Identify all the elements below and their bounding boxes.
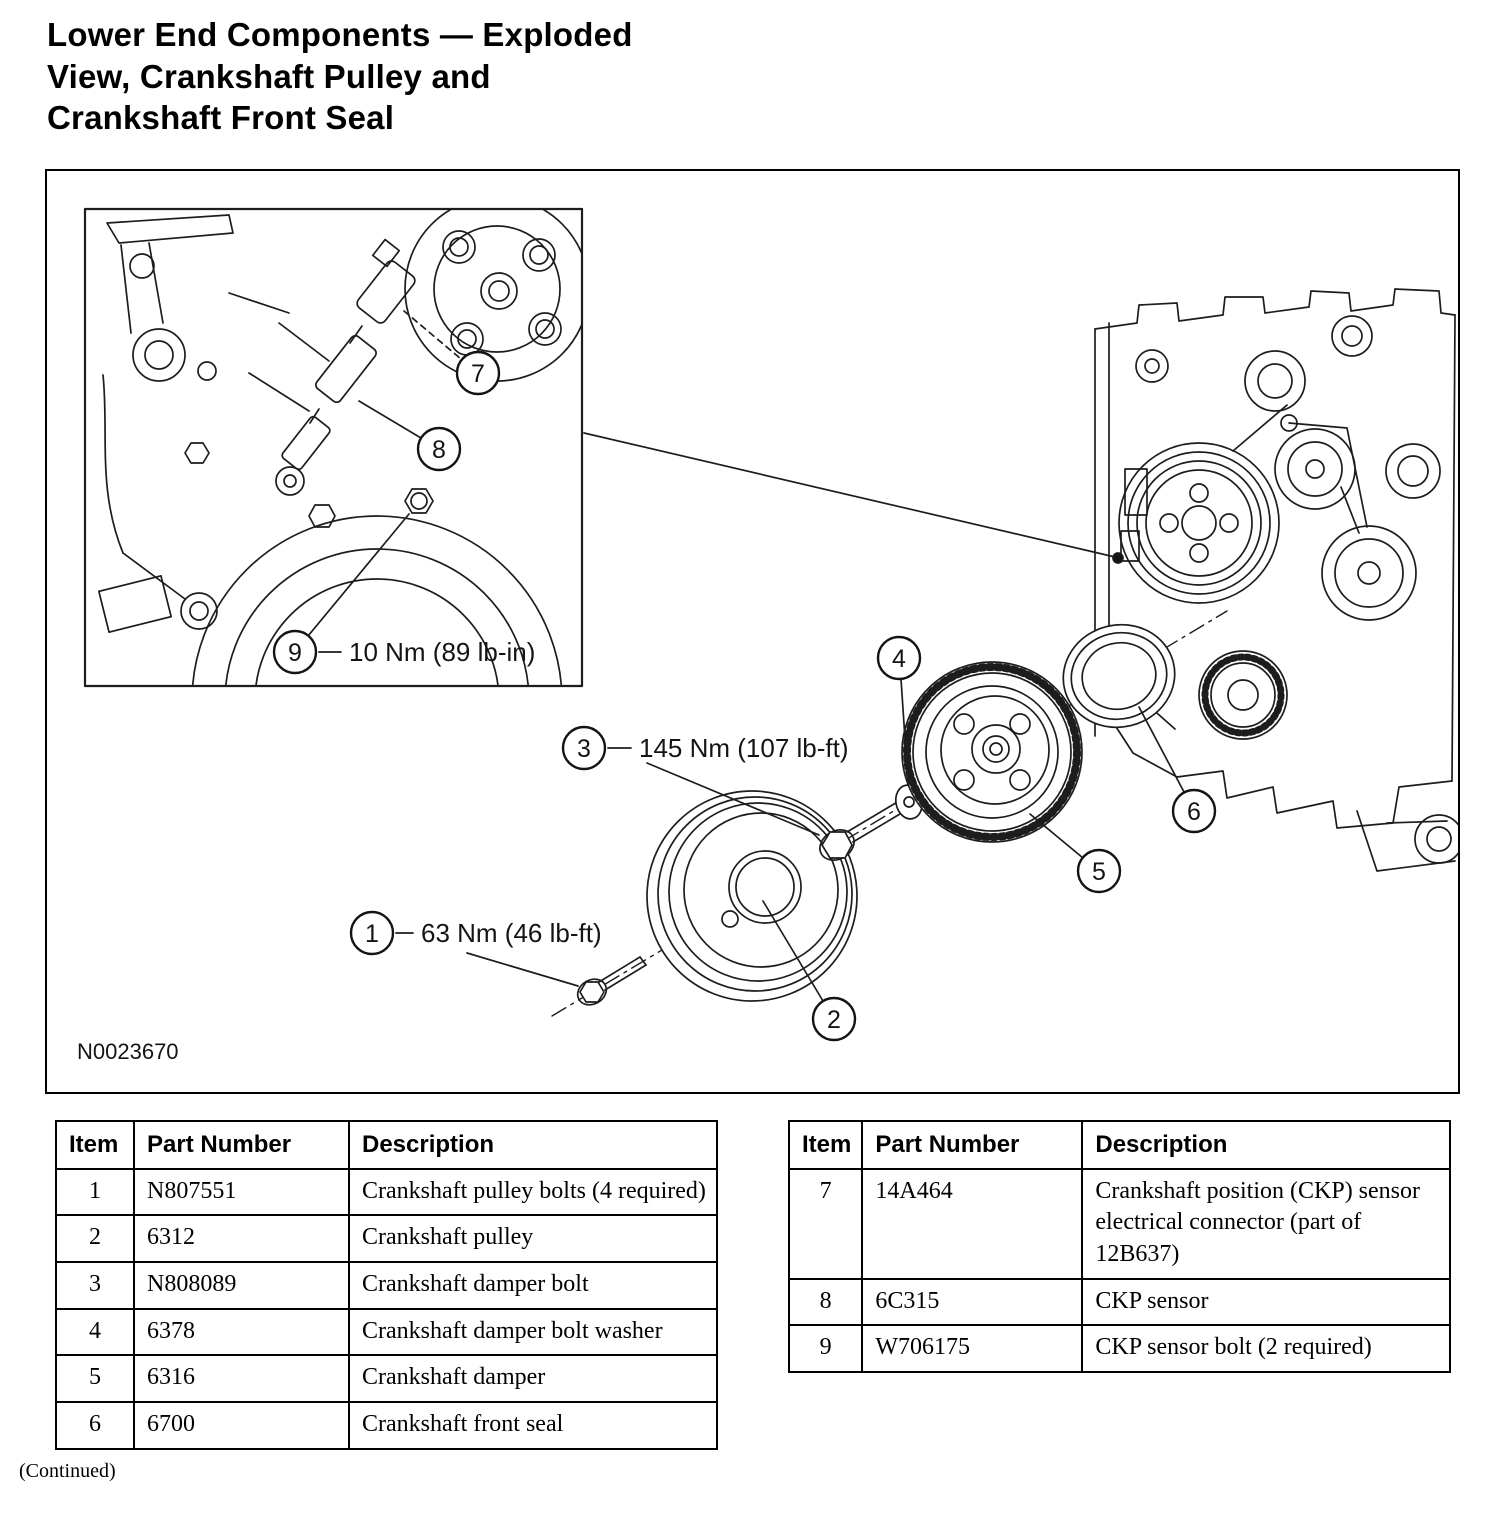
parts-table-right [788, 1120, 1451, 1373]
description-cell: CKP sensor bolt (2 required) [1082, 1325, 1450, 1372]
table-row [56, 1402, 717, 1449]
table-row [789, 1325, 1450, 1372]
parts-tables [55, 1120, 1460, 1450]
part-number-cell: N807551 [134, 1169, 349, 1216]
title-line-2: View, Crankshaft Pulley and [47, 57, 491, 95]
callout-5 [1078, 850, 1120, 892]
callout-3 [563, 727, 605, 769]
part-number-cell: 6378 [134, 1309, 349, 1356]
item-cell: 4 [56, 1309, 134, 1356]
part-number-header: Part Number [134, 1121, 349, 1169]
ckp-sensor [276, 239, 417, 494]
description-cell: Crankshaft front seal [349, 1402, 717, 1449]
torque-label-damper-bolt: 145 Nm (107 lb-ft) [639, 732, 849, 763]
callout-9-number: 9 [288, 638, 302, 667]
title-line-1: Lower End Components — Exploded [47, 16, 633, 53]
description-header: Description [1082, 1121, 1450, 1169]
parts-table-left [55, 1120, 718, 1450]
table-header-row [789, 1121, 1450, 1169]
leader-line-7 [404, 311, 461, 359]
seal-housing [1199, 651, 1287, 739]
callout-1-number: 1 [365, 919, 379, 948]
leader-line-8 [359, 401, 421, 438]
item-header: Item [789, 1121, 862, 1169]
torque-label-pulley-bolt: 63 Nm (46 lb-ft) [421, 917, 602, 948]
inset-view [85, 197, 589, 886]
part-number-cell: W706175 [862, 1325, 1082, 1372]
description-cell: Crankshaft damper [349, 1355, 717, 1402]
item-cell: 2 [56, 1215, 134, 1262]
crankshaft-pulley [647, 791, 857, 1001]
item-cell: 3 [56, 1262, 134, 1309]
item-header: Item [56, 1121, 134, 1169]
water-pump-pulley [405, 197, 589, 381]
description-cell: Crankshaft damper bolt [349, 1262, 717, 1309]
leader-line-6 [1139, 707, 1184, 792]
callout-6-number: 6 [1187, 797, 1201, 826]
callout-8-number: 8 [432, 435, 446, 464]
callout-4 [878, 637, 920, 679]
item-cell: 6 [56, 1402, 134, 1449]
figure-id: N0023670 [77, 1038, 179, 1064]
part-number-cell: N808089 [134, 1262, 349, 1309]
item-cell: 8 [789, 1279, 862, 1326]
table-header-row [56, 1121, 717, 1169]
table-row [56, 1169, 717, 1216]
ckp-sensor-bolt [405, 489, 433, 513]
part-number-cell: 6C315 [862, 1279, 1082, 1326]
damper-bolt [814, 801, 905, 866]
part-number-cell: 6316 [134, 1355, 349, 1402]
bolt-head [185, 443, 209, 463]
page-title [47, 14, 1460, 139]
callout-3-number: 3 [577, 734, 591, 763]
torque-label-ckp-bolt: 10 Nm (89 lb-in) [349, 636, 536, 667]
engine-view [1095, 289, 1458, 871]
pulley-bolt [573, 957, 646, 1010]
callout-4-number: 4 [892, 644, 906, 673]
leader-line-9 [308, 514, 409, 636]
inset-border [85, 209, 582, 686]
item-cell: 9 [789, 1325, 862, 1372]
item-cell: 7 [789, 1169, 862, 1279]
inset-reference-leader [584, 433, 1123, 563]
crank-pulley-installed [1119, 443, 1279, 603]
table-row [789, 1279, 1450, 1326]
callout-7-number: 7 [471, 359, 485, 388]
part-number-header: Part Number [862, 1121, 1082, 1169]
callout-1 [351, 912, 393, 954]
callout-8 [418, 428, 460, 470]
description-cell: Crankshaft damper bolt washer [349, 1309, 717, 1356]
leader-line-5 [1030, 814, 1083, 858]
table-row [789, 1169, 1450, 1279]
table-row [56, 1215, 717, 1262]
callout-2-number: 2 [827, 1005, 841, 1034]
part-number-cell: 6700 [134, 1402, 349, 1449]
description-cell: Crankshaft position (CKP) sensor electrical connector (part of 12B637) [1082, 1169, 1450, 1279]
part-number-cell: 14A464 [862, 1169, 1082, 1279]
exploded-view-figure [45, 169, 1460, 1094]
part-number-cell: 6312 [134, 1215, 349, 1262]
item-cell: 5 [56, 1355, 134, 1402]
crankshaft-damper [902, 662, 1082, 842]
table-row [56, 1355, 717, 1402]
title-line-3: Crankshaft Front Seal [47, 99, 395, 137]
table-row [56, 1262, 717, 1309]
callout-6 [1173, 790, 1215, 832]
description-cell: Crankshaft pulley [349, 1215, 717, 1262]
continued-note: (Continued) [19, 1459, 116, 1482]
callout-5-number: 5 [1092, 857, 1106, 886]
leader-line-1 [467, 953, 578, 986]
description-header: Description [349, 1121, 717, 1169]
callout-9 [274, 631, 316, 673]
description-cell: Crankshaft pulley bolts (4 required) [349, 1169, 717, 1216]
callout-2 [813, 998, 855, 1040]
callout-7 [457, 352, 499, 394]
item-cell: 1 [56, 1169, 134, 1216]
description-cell: CKP sensor [1082, 1279, 1450, 1326]
inset-engine-line-art [99, 197, 589, 886]
table-row [56, 1309, 717, 1356]
